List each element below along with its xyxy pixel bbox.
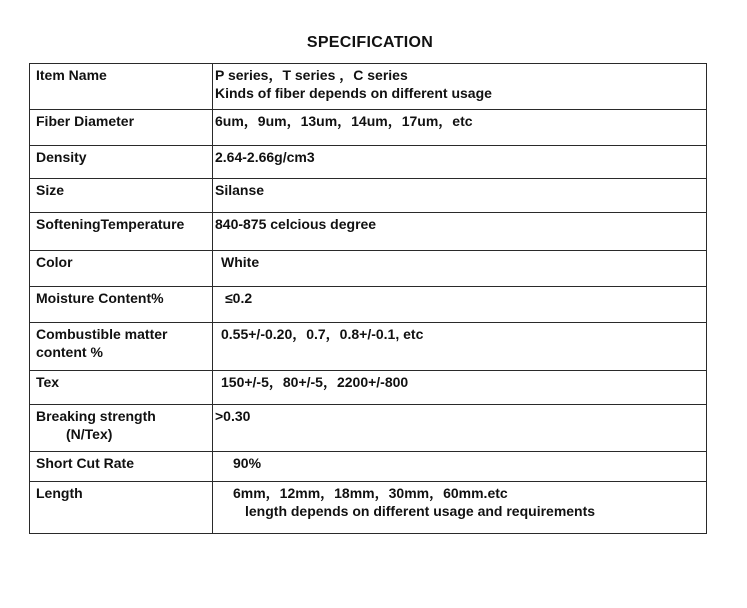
row-value [213,146,707,179]
table-row [30,179,707,213]
table-row [30,287,707,323]
label-line: Length [36,485,83,501]
row-value [213,482,707,534]
row-label [30,251,213,287]
value-line: 150+/-5，80+/-5，2200+/-800 [221,374,409,390]
row-value [213,371,707,405]
label-line: Breaking strength [36,408,156,424]
page-title: SPECIFICATION [306,34,434,51]
row-label [30,213,213,251]
row-value [213,64,707,110]
table-row [30,323,707,371]
row-value [213,452,707,482]
row-label [30,452,213,482]
label-line: Tex [36,374,60,390]
row-value [213,323,707,371]
table-row [30,213,707,251]
row-value [213,179,707,213]
value-line: 90% [233,455,262,471]
value-line: length depends on different usage and requirements [245,503,596,519]
value-line: 6mm，12mm，18mm，30mm，60mm.etc [233,485,508,501]
specification-table [29,63,707,534]
table-row [30,371,707,405]
table-row [30,146,707,179]
row-label [30,110,213,146]
table-row [30,405,707,452]
label-line: Short Cut Rate [36,455,134,471]
value-line: Kinds of fiber depends on different usage [215,85,492,101]
label-line: Fiber Diameter [36,113,135,129]
value-line: 0.55+/-0.20，0.7，0.8+/-0.1, etc [221,326,424,342]
value-line: 6um，9um，13um，14um，17um，etc [215,113,473,129]
label-line: Density [36,149,87,165]
row-label [30,64,213,110]
table-row [30,452,707,482]
value-line: P series，T series ，C series [215,67,408,83]
label-line: content % [36,344,103,360]
table-row [30,482,707,534]
value-line: Silanse [215,182,265,198]
label-line: (N/Tex) [66,426,113,442]
row-value [213,110,707,146]
value-line: 2.64-2.66g/cm3 [215,149,315,165]
value-line: 840-875 celcious degree [215,216,377,232]
label-line: Item Name [36,67,107,83]
row-label [30,482,213,534]
label-line: Color [36,254,73,270]
row-value [213,405,707,452]
row-label [30,371,213,405]
row-label [30,146,213,179]
row-value [213,251,707,287]
table-row [30,251,707,287]
row-label [30,179,213,213]
label-line: SofteningTemperature [36,216,185,232]
label-line: Combustible matter [36,326,168,342]
value-line: >0.30 [215,408,251,424]
row-label [30,287,213,323]
label-line: Moisture Content% [36,290,164,306]
table-row [30,64,707,110]
value-line: ≤0.2 [225,290,253,306]
row-value [213,287,707,323]
row-value [213,213,707,251]
row-label [30,405,213,452]
label-line: Size [36,182,65,198]
table-row [30,110,707,146]
row-label [30,323,213,371]
value-line: White [221,254,260,270]
